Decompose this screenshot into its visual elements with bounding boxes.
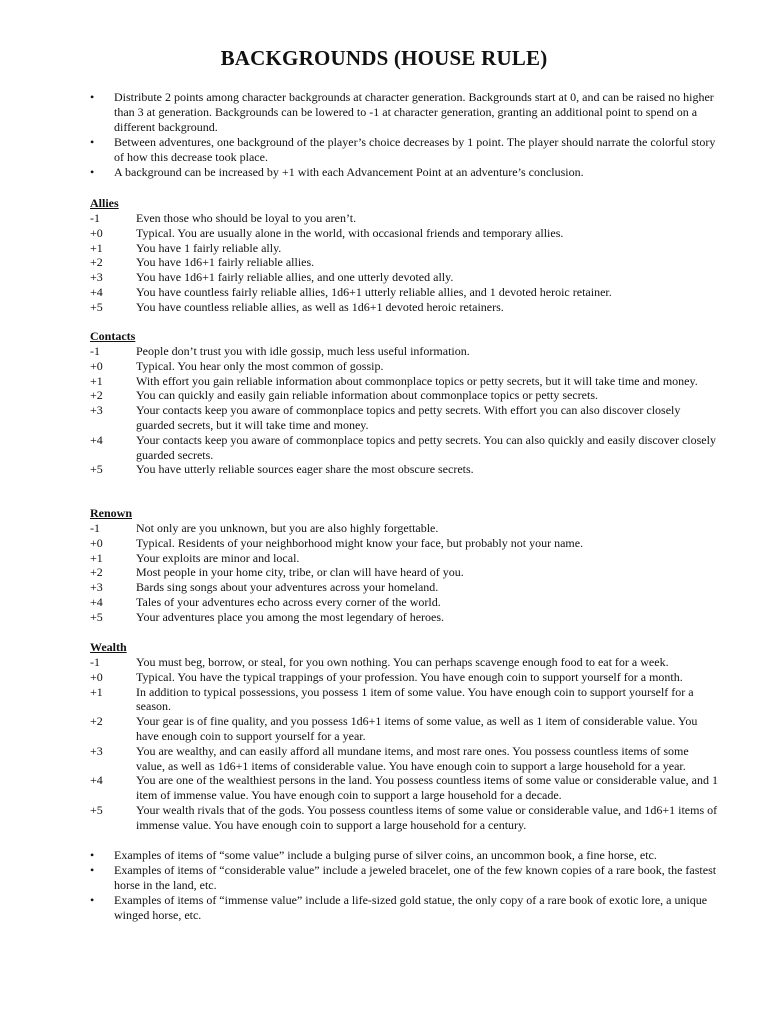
level-value: +5 (90, 462, 103, 477)
example-bullet: • Examples of items of “considerable value” include a jeweled bracelet, one of the few known copies of a rare book, the fastest horse in the land, etc. (90, 863, 720, 893)
level-description: You have countless reliable allies, as well as 1d6+1 devoted heroic retainers. (136, 299, 504, 314)
level-row (90, 714, 720, 744)
intro-bullet: • Distribute 2 points among character backgrounds at character generation. Backgrounds start at 0, and can be raised no higher than 3 at generation. Backgrounds can be lowered to -1 at character generation, granting an additional point to spend on a different background. (90, 90, 720, 135)
intro-bullet: • Between adventures, one background of the player’s choice decreases by 1 point. The player should narrate the colorful story of how this decrease took place. (90, 135, 720, 165)
level-description: Your adventures place you among the most legendary of heroes. (136, 609, 445, 624)
level-description: Not only are you unknown, but you are also highly forgettable. (136, 521, 439, 535)
level-description: Tales of your adventures echo across every corner of the world. (136, 594, 441, 609)
level-description: You have 1d6+1 fairly reliable allies. (136, 255, 315, 270)
level-row (90, 359, 720, 374)
section-heading: Renown (90, 506, 133, 520)
level-description: You must beg, borrow, or steal, for you own nothing. You can perhaps scavenge enough food to eat for a week. (136, 655, 669, 669)
level-description: You can quickly and easily gain reliable information about commonplace topics or petty secrets. (136, 388, 598, 403)
level-value: +4 (90, 432, 103, 447)
level-value: +4 (90, 773, 103, 788)
level-row (90, 521, 720, 536)
level-value: +2 (90, 388, 103, 403)
examples-bullet-list (90, 848, 720, 923)
level-value: +3 (90, 403, 103, 418)
intro-bullet: • A background can be increased by +1 with each Advancement Point at an adventure’s conclusion. (90, 165, 720, 180)
level-description: Bards sing songs about your adventures across your homeland. (136, 580, 439, 595)
level-value: -1 (90, 655, 100, 669)
example-bullet: • Examples of items of “some value” include a bulging purse of silver coins, an uncommon book, a fine horse, etc. (90, 848, 720, 863)
level-description: You are wealthy, and can easily afford all mundane items, and most rare ones. You possess countless items of some value, as well as 1d6+1 items of considerable value. You have enough coin to support a large household for a year. (136, 743, 689, 773)
section-heading: Contacts (90, 329, 136, 343)
level-value: +4 (90, 284, 103, 299)
intro-bullet-list (90, 90, 720, 180)
level-description: Typical. You have the typical trappings of your profession. You have enough coin to support yourself for a month. (136, 669, 683, 684)
level-row (90, 610, 720, 625)
level-value: +5 (90, 609, 103, 624)
level-description: Your wealth rivals that of the gods. You possess countless items of some value or considerable value, and 1d6+1 items of immense value. You have enough coin to support a large household for a century. (136, 802, 718, 832)
section-renown (90, 506, 720, 625)
level-value: +1 (90, 550, 103, 565)
level-row (90, 565, 720, 580)
level-value: +3 (90, 743, 103, 758)
page-title: BACKGROUNDS (HOUSE RULE) (220, 46, 548, 70)
level-value: +1 (90, 684, 103, 699)
level-description: In addition to typical possessions, you possess 1 item of some value. You have enough coin to support yourself for a season. (136, 684, 694, 714)
level-value: +5 (90, 802, 103, 817)
level-value: +4 (90, 594, 103, 609)
level-row (90, 536, 720, 551)
level-description: Typical. Residents of your neighborhood might know your face, but probably not your name. (136, 535, 584, 550)
level-row (90, 344, 720, 359)
level-row (90, 670, 720, 685)
level-row (90, 211, 720, 226)
level-description: Typical. You are usually alone in the world, with occasional friends and temporary allies. (136, 225, 564, 240)
level-value: +2 (90, 565, 103, 580)
level-value: -1 (90, 211, 100, 225)
level-description: People don’t trust you with idle gossip, much less useful information. (136, 344, 470, 358)
level-description: Your exploits are minor and local. (136, 550, 300, 565)
level-description: Typical. You hear only the most common of gossip. (136, 358, 384, 373)
level-value: +0 (90, 225, 103, 240)
level-description: You have countless fairly reliable allies, 1d6+1 utterly reliable allies, and 1 devoted heroic retainer. (136, 284, 612, 299)
level-row (90, 433, 720, 463)
level-description: Your contacts keep you aware of commonplace topics and petty secrets. With effort you can also discover closely guarded secrets, but it will take time and money. (136, 403, 681, 432)
section-heading: Wealth (90, 640, 127, 654)
level-value: +2 (90, 714, 103, 729)
level-row (90, 241, 720, 256)
example-bullet: • Examples of items of “immense value” include a life-sized gold statue, the only copy of a rare book of exotic lore, a unique winged horse, etc. (90, 893, 720, 923)
level-value: +5 (90, 299, 103, 314)
level-row (90, 685, 720, 715)
section-heading: Allies (90, 196, 119, 210)
level-row (90, 580, 720, 595)
level-description: Most people in your home city, tribe, or clan will have heard of you. (136, 565, 464, 580)
level-value: +0 (90, 669, 103, 684)
level-row (90, 388, 720, 403)
level-row (90, 551, 720, 566)
level-value: +3 (90, 580, 103, 595)
level-description: You have 1 fairly reliable ally. (136, 240, 282, 255)
level-value: +1 (90, 240, 103, 255)
level-row (90, 226, 720, 241)
level-value: +3 (90, 270, 103, 285)
level-value: -1 (90, 521, 100, 535)
level-row (90, 285, 720, 300)
section-contacts (90, 329, 720, 477)
level-description: You have 1d6+1 fairly reliable allies, and one utterly devoted ally. (136, 270, 454, 285)
level-description: Your contacts keep you aware of commonplace topics and petty secrets. You can also quickly and easily discover closely guarded secrets. (136, 432, 716, 462)
level-value: +1 (90, 373, 103, 388)
level-value: +0 (90, 358, 103, 373)
section-allies (90, 196, 720, 315)
level-row (90, 462, 720, 477)
level-description: Even those who should be loyal to you aren’t. (136, 211, 357, 225)
section-wealth (90, 640, 720, 833)
level-row (90, 803, 720, 833)
level-row (90, 595, 720, 610)
level-row (90, 270, 720, 285)
level-row (90, 744, 720, 774)
level-value: +0 (90, 535, 103, 550)
level-row (90, 655, 720, 670)
level-description: Your gear is of fine quality, and you possess 1d6+1 items of some value, as well as 1 item of considerable value. You have enough coin to support yourself for a year. (136, 714, 698, 743)
level-description: With effort you gain reliable information about commonplace topics or petty secrets, but it will take time and money. (136, 373, 698, 388)
level-value: +2 (90, 255, 103, 270)
level-description: You have utterly reliable sources eager share the most obscure secrets. (136, 462, 474, 477)
level-row (90, 403, 720, 433)
level-row (90, 773, 720, 803)
level-row (90, 374, 720, 389)
level-row (90, 255, 720, 270)
level-value: -1 (90, 344, 100, 358)
level-description: You are one of the wealthiest persons in the land. You possess countless items of some value or considerable value, and 1 item of immense value. You have enough coin to support a large household for a decade. (136, 773, 719, 803)
level-row (90, 300, 720, 315)
